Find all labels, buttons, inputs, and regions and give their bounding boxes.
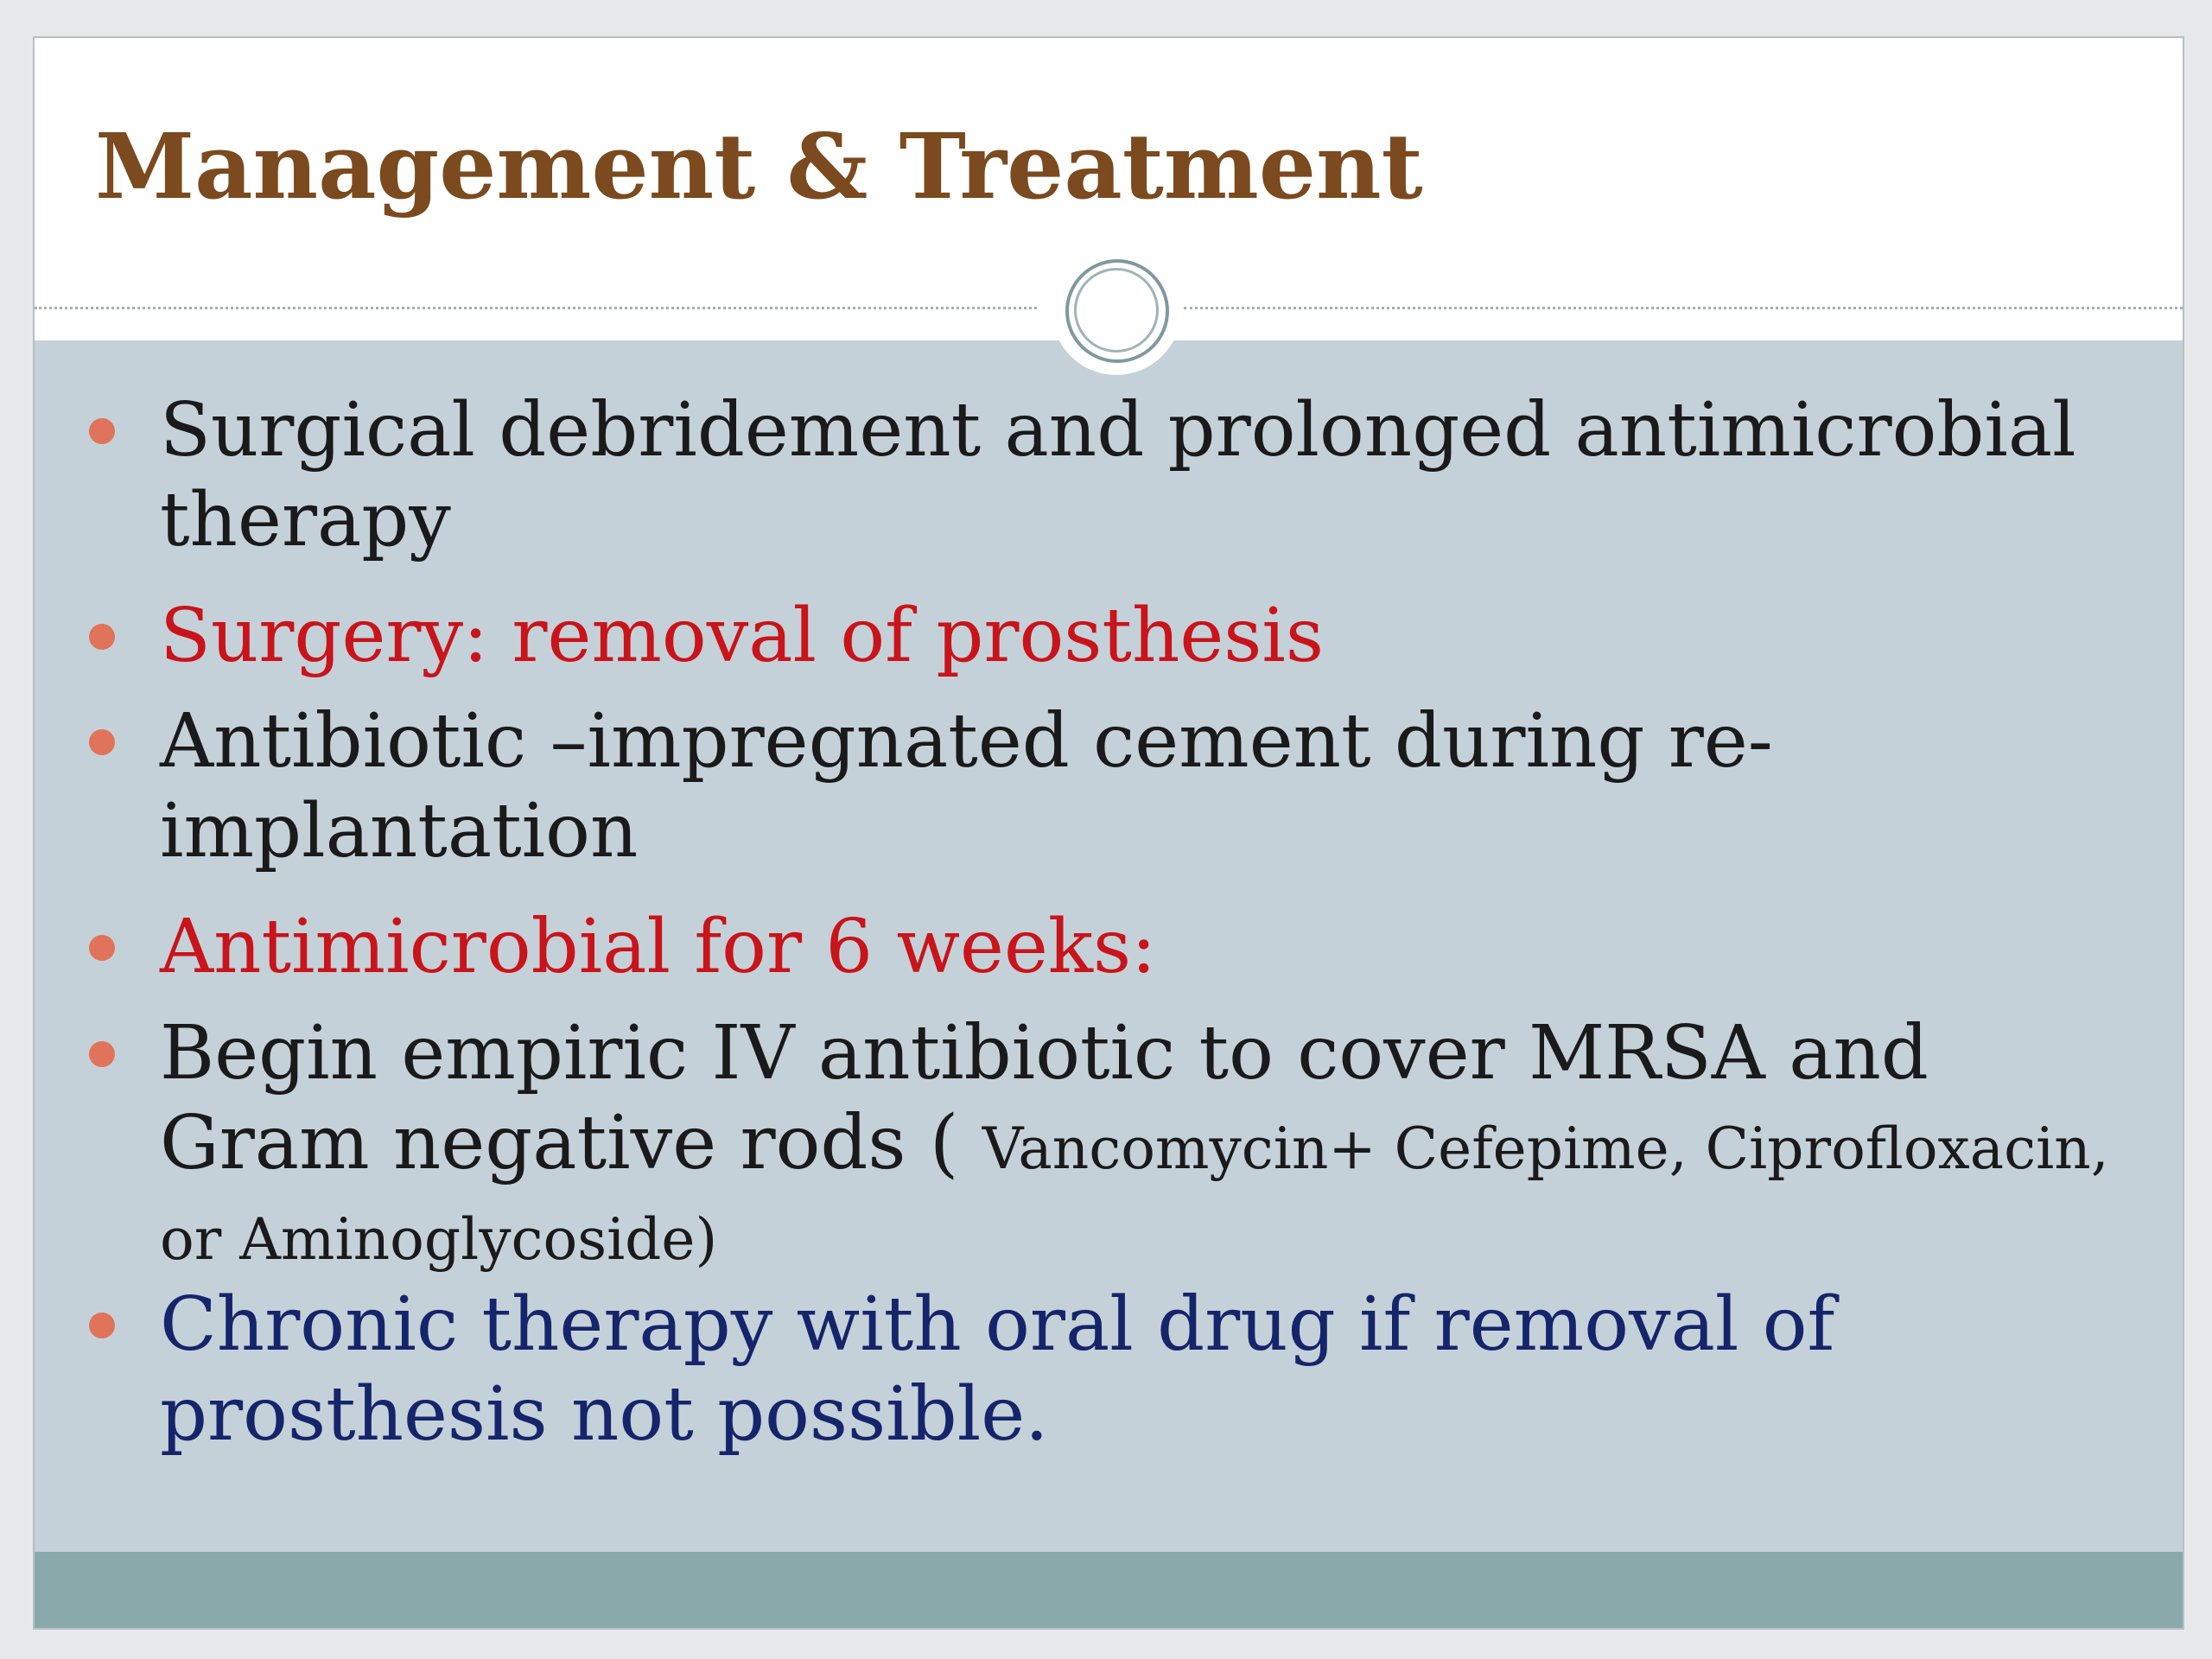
bullet-text: Surgery: removal of prosthesis — [160, 593, 1325, 679]
bullet-dot-icon — [89, 1313, 115, 1338]
slide-title: Management & Treatment — [95, 113, 1423, 219]
title-divider-left — [35, 307, 1037, 309]
bullet-dot-icon — [89, 418, 115, 444]
bullet-text: Begin empiric IV antibiotic to cover MRSA and Gram negative rods ( — [160, 1010, 1929, 1186]
bullet-item-antimicrobial-duration — [160, 902, 2156, 992]
bullet-text: Chronic therapy with oral drug if removal of prosthesis not possible. — [160, 1281, 1835, 1458]
bullet-subtext-drugs: Vancomycin+ Cefepime, Ciprofloxacin, or Aminoglycoside) — [160, 1116, 2109, 1273]
bullet-item-cement — [160, 696, 2156, 876]
footer-band — [35, 1552, 2183, 1628]
circle-ornament-icon — [1052, 245, 1181, 375]
bullet-dot-icon — [89, 935, 115, 961]
slide — [35, 38, 2183, 1628]
bullet-item-surgery — [160, 591, 2156, 681]
bullet-text: Surgical debridement and prolonged antimicrobial therapy — [160, 387, 2076, 563]
bullet-text: Antibiotic –impregnated cement during re-implantation — [160, 698, 1773, 874]
title-divider-right — [1184, 307, 2183, 309]
bullet-item-chronic-therapy — [160, 1280, 2156, 1459]
bullet-dot-icon — [89, 624, 115, 650]
bullet-item-debridement — [160, 385, 2156, 565]
bullet-dot-icon — [89, 729, 115, 755]
circle-ornament-ring — [1065, 259, 1169, 363]
bullet-item-empiric-iv — [160, 1008, 2156, 1280]
bullet-text: Antimicrobial for 6 weeks: — [160, 904, 1157, 990]
bullet-dot-icon — [89, 1041, 115, 1067]
